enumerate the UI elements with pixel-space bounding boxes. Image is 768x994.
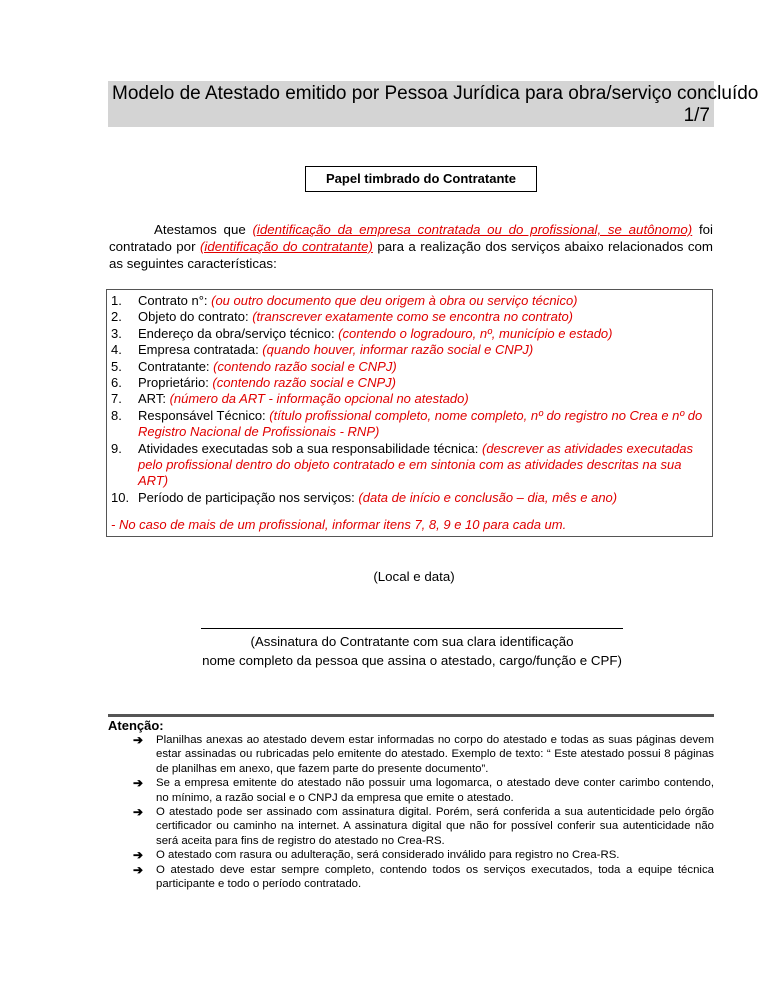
list-item — [111, 490, 708, 506]
list-item — [111, 309, 708, 325]
arrow-right-icon: ➔ — [133, 862, 144, 877]
list-item — [111, 441, 708, 490]
note-text: O atestado pode ser assinado com assinatura digital. Porém, será conferida a sua autenticidade pelo órgão certificador ou caminho na internet. A assinatura digital que não for possível conferir sua autenticidade não será aceita para fins de registro do atestado no Crea-RS. — [156, 806, 714, 847]
intro-paragraph — [109, 221, 713, 272]
item-number: 4. — [111, 342, 122, 358]
item-number: 3. — [111, 325, 122, 341]
contract-items-box — [106, 289, 713, 537]
item-label: Período de participação nos serviços: — [138, 489, 359, 505]
item-hint: (título profissional completo, nome completo, nº do registro no Crea e nº do Registro Nacional de Profissionais - RNP) — [138, 407, 703, 440]
intro-hint-contractor: (identificação do contratante) — [199, 239, 373, 254]
note-text: Planilhas anexas ao atestado devem estar informadas no corpo do atestado e todas as suas páginas devem estar assinadas ou rubricadas pelo emitente do atestado. Exemplo de texto: “ Este atestado possui 8 páginas de planilhas em anexo, que fazem parte do presente documento”. — [156, 734, 714, 775]
item-label: Proprietário: — [138, 375, 213, 391]
item-number: 7. — [111, 391, 122, 407]
item-hint: (quando houver, informar razão social e CNPJ) — [262, 342, 534, 358]
page-number: 1/7 — [683, 105, 710, 126]
item-hint: (data de início e conclusão – dia, mês e ano) — [358, 489, 618, 505]
item-hint: (descrever as atividades executadas pelo profissional dentro do objeto contratado e em sintonia com as atividades descritas na sua ART) — [138, 440, 694, 489]
multiple-professionals-note: - No caso de mais de um profissional, informar itens 7, 8, 9 e 10 para cada um. — [111, 517, 567, 533]
document-header — [108, 81, 759, 127]
signature-caption-line-2: nome completo da pessoa que assina o atestado, cargo/função e CPF) — [202, 653, 622, 668]
item-label: Responsável Técnico: — [138, 407, 270, 423]
item-number: 2. — [111, 309, 122, 325]
attention-heading: Atenção: — [108, 718, 164, 733]
place-and-date: (Local e data) — [373, 569, 455, 584]
intro-hint-contracted: (identificação da empresa contratada ou do profissional, se autônomo) — [252, 222, 693, 237]
item-number: 6. — [111, 375, 122, 391]
item-number: 5. — [111, 358, 122, 374]
item-number: 10. — [111, 489, 130, 505]
note-text: O atestado deve estar sempre completo, contendo todos os serviços executados, toda a equipe técnica participante e todo o período contratado. — [156, 863, 714, 891]
attention-divider — [108, 714, 714, 717]
signature-caption-line-1: (Assinatura do Contratante com sua clara identificação — [250, 634, 574, 649]
list-item — [133, 805, 714, 848]
signature-caption — [190, 632, 634, 670]
list-item — [133, 733, 714, 776]
list-item — [111, 326, 708, 342]
item-label: Atividades executadas sob a sua responsabilidade técnica: — [138, 440, 482, 456]
intro-text-1: Atestamos que — [154, 222, 253, 237]
list-item — [111, 408, 708, 441]
list-item — [111, 391, 708, 407]
document-title: Modelo de Atestado emitido por Pessoa Jurídica para obra/serviço concluído — [112, 83, 759, 104]
item-number: 1. — [111, 293, 122, 308]
item-label: ART: — [138, 391, 170, 407]
item-label: Empresa contratada: — [138, 342, 263, 358]
note-text: O atestado com rasura ou adulteração, será considerado inválido para registro no Crea-RS. — [156, 849, 620, 862]
list-item — [133, 863, 714, 892]
arrow-right-icon: ➔ — [133, 776, 144, 791]
attention-notes — [133, 733, 714, 891]
arrow-right-icon: ➔ — [133, 805, 144, 820]
item-hint: (ou outro documento que deu origem à obra ou serviço técnico) — [211, 293, 578, 308]
list-item — [111, 375, 708, 391]
item-number: 9. — [111, 440, 122, 456]
signature-line — [201, 628, 623, 629]
item-label: Objeto do contrato: — [138, 309, 253, 325]
item-hint: (contendo o logradouro, nº, município e estado) — [338, 325, 613, 341]
intro-text-3: para a realização dos serviços abaixo relacionados com as seguintes características: — [109, 239, 714, 271]
contract-items-list — [111, 293, 708, 506]
list-item — [133, 776, 714, 805]
item-hint: (transcrever exatamente como se encontra no contrato) — [252, 309, 574, 325]
item-label: Endereço da obra/serviço técnico: — [138, 325, 339, 341]
arrow-right-icon: ➔ — [133, 848, 144, 863]
item-label: Contrato n°: — [138, 293, 212, 308]
list-item — [111, 293, 708, 309]
item-hint: (número da ART - informação opcional no atestado) — [169, 391, 469, 407]
item-hint: (contendo razão social e CNPJ) — [212, 375, 396, 391]
item-number: 8. — [111, 407, 122, 423]
letterhead-placeholder: Papel timbrado do Contratante — [305, 166, 537, 192]
list-item — [111, 342, 708, 358]
list-item — [111, 359, 708, 375]
arrow-right-icon: ➔ — [133, 733, 144, 747]
note-text: Se a empresa emitente do atestado não possuir uma logomarca, o atestado deve conter carimbo contendo, no mínimo, a razão social e o CNPJ da empresa que emite o atestado. — [156, 777, 714, 804]
list-item — [133, 848, 714, 862]
intro-text-2: foi contratado por — [109, 222, 713, 254]
item-label: Contratante: — [138, 358, 214, 374]
item-hint: (contendo razão social e CNPJ) — [213, 358, 397, 374]
